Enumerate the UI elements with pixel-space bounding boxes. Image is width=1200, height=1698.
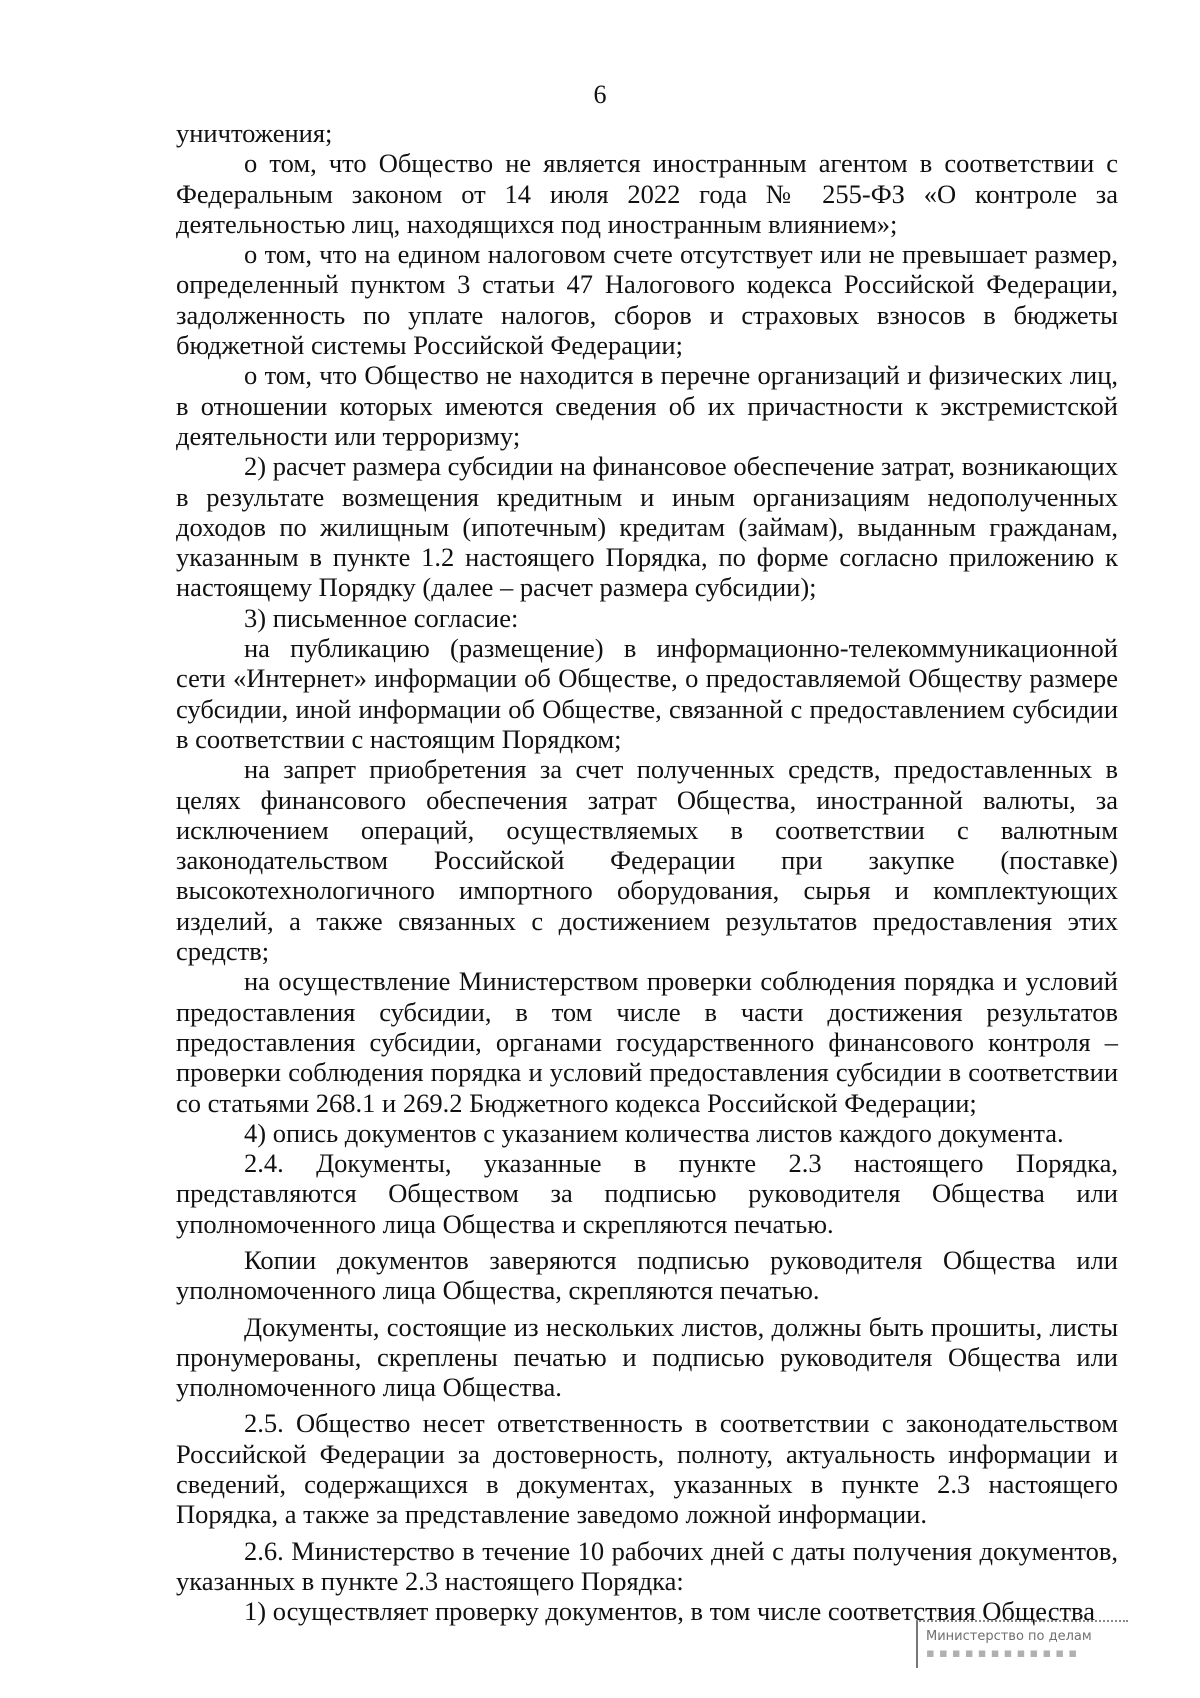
stamp-text-line: Министерство по делам xyxy=(926,1629,1092,1644)
page-number: 6 xyxy=(593,80,607,109)
paragraph: Копии документов заверяются подписью руководителя Общества или уполномоченного лица Общества, скрепляются печатью. xyxy=(176,1244,1118,1306)
paragraph: 2.4. Документы, указанные в пункте 2.3 настоящего Порядка, представляются Обществом за подписью руководителя Общества или уполномоченного лица Общества и скрепляются печатью. xyxy=(176,1148,1118,1239)
registration-stamp xyxy=(916,1620,1128,1668)
paragraph: на осуществление Министерством проверки соблюдения порядка и условий предоставления субсидии, в том числе в части достижения результатов предоставления субсидии, органами государственного финансового контроля – проверки соблюдения порядка и условий предоставления субсидии в соответствии со статьями 268.1 и 269.2 Бюджетного кодекса Российской Федерации; xyxy=(176,966,1118,1118)
paragraph: о том, что Общество не находится в перечне организаций и физических лиц, в отношении которых имеются сведения об их причастности к экстремистской деятельности или терроризму; xyxy=(176,360,1118,451)
document-body xyxy=(176,118,1118,1627)
paragraph: уничтожения; xyxy=(176,118,333,148)
paragraph: на публикацию (размещение) в информационно-телекоммуникационной сети «Интернет» информации об Обществе, о предоставляемой Обществу размере субсидии, иной информации об Обществе, связанной с предоставлением субсидии в соответствии с настоящим Порядком; xyxy=(176,633,1118,754)
stamp-text-line-faded: ▪ ▪ ▪ ▪ ▪ ▪ ▪ ▪ ▪ ▪ ▪ ▪ xyxy=(926,1646,1078,1661)
paragraph: Документы, состоящие из нескольких листов, должны быть прошиты, листы пронумерованы, скреплены печатью и подписью руководителя Общества или уполномоченного лица Общества. xyxy=(176,1311,1118,1403)
paragraph: на запрет приобретения за счет полученных средств, предоставленных в целях финансового обеспечения затрат Общества, иностранной валюты, за исключением операций, осуществляемых в соответствии с валютным законодательством Российской Федерации при закупке (поставке) высокотехнологичного импортного оборудования, сырья и комплектующих изделий, а также связанных с достижением результатов предоставления этих средств; xyxy=(176,754,1118,967)
paragraph: 4) опись документов с указанием количества листов каждого документа. xyxy=(244,1117,1064,1148)
paragraph: 1) осуществляет проверку документов, в том числе соответствия Общества xyxy=(244,1596,1095,1627)
paragraph: о том, что Общество не является иностранным агентом в соответствии с Федеральным законом от 14 июля 2022 года № 255-ФЗ «О контроле за деятельностью лиц, находящихся под иностранным влиянием»; xyxy=(176,148,1118,239)
paragraph: 2) расчет размера субсидии на финансовое обеспечение затрат, возникающих в результате возмещения кредитным и иным организациям недополученных доходов по жилищным (ипотечным) кредитам (займам), выданным гражданам, указанным в пункте 1.2 настоящего Порядка, по форме согласно приложению к настоящему Порядку (далее – расчет размера субсидии); xyxy=(176,451,1118,603)
paragraph: 2.5. Общество несет ответственность в соответствии с законодательством Российской Федерации за достоверность, полноту, актуальность информации и сведений, содержащихся в документах, указанных в пункте 2.3 настоящего Порядка, а также за представление заведомо ложной информации. xyxy=(176,1408,1118,1530)
paragraph: 2.6. Министерство в течение 10 рабочих дней с даты получения документов, указанных в пункте 2.3 настоящего Порядка: xyxy=(176,1535,1118,1596)
paragraph: 3) письменное согласие: xyxy=(244,602,519,633)
paragraph: о том, что на едином налоговом счете отсутствует или не превышает размер, определенный пунктом 3 статьи 47 Налогового кодекса Российской Федерации, задолженность по уплате налогов, сборов и страховых взносов в бюджеты бюджетной системы Российской Федерации; xyxy=(176,239,1118,361)
